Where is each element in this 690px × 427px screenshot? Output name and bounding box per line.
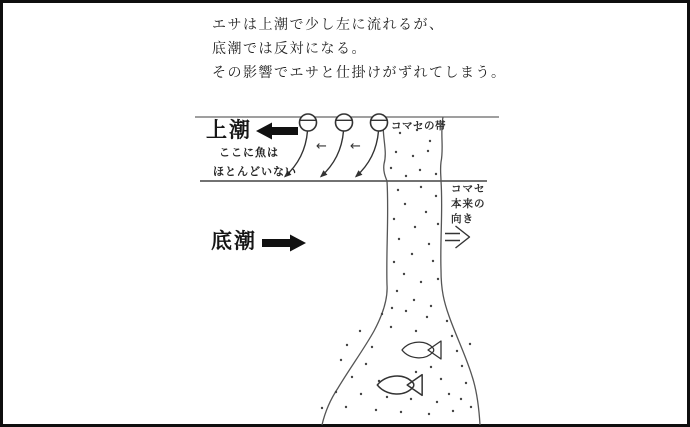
chum-dot xyxy=(415,371,417,373)
fish-icon xyxy=(402,341,441,359)
chum-dot xyxy=(427,150,429,152)
chum-direction-line3: 向き xyxy=(451,213,474,225)
chum-dot xyxy=(381,313,383,315)
chum-dot xyxy=(436,401,438,403)
chum-dot xyxy=(437,223,439,225)
chum-band-lower-left-edge xyxy=(322,181,388,425)
chum-dot xyxy=(440,378,442,380)
lower-current-right-arrow xyxy=(262,235,306,252)
chum-dot xyxy=(346,344,348,346)
chum-dot xyxy=(390,326,392,328)
chum-dot xyxy=(396,290,398,292)
chum-dot xyxy=(398,238,400,240)
chum-dot xyxy=(456,350,458,352)
chum-direction-label xyxy=(451,182,486,227)
upper-current-label: 上潮 xyxy=(206,118,252,142)
chum-dot xyxy=(465,382,467,384)
chum-dot xyxy=(446,320,448,322)
chum-dot xyxy=(413,299,415,301)
no-fish-note-line2: ほとんどいない xyxy=(213,165,297,178)
caption-line-2: 底潮では反対になる。 xyxy=(212,41,367,57)
chum-direction-hollow-arrow xyxy=(445,226,470,248)
chum-dot xyxy=(400,411,402,413)
chum-dot xyxy=(428,413,430,415)
chum-dot xyxy=(420,186,422,188)
float-icon xyxy=(300,114,317,131)
chum-dot xyxy=(365,363,367,365)
caption-line-1: エサは上潮で少し左に流れるが、 xyxy=(212,17,445,33)
float-icon xyxy=(371,114,388,131)
chum-dot xyxy=(469,343,471,345)
chum-dot xyxy=(340,359,342,361)
chum-dot xyxy=(386,396,388,398)
caption xyxy=(212,13,507,85)
chum-dot xyxy=(393,218,395,220)
chum-dot xyxy=(410,398,412,400)
chum-dot xyxy=(470,406,472,408)
chum-dot xyxy=(371,346,373,348)
chum-dots xyxy=(321,129,472,415)
chum-band-label: コマセの帯 xyxy=(391,120,446,132)
chum-dot xyxy=(448,393,450,395)
chum-dot xyxy=(425,211,427,213)
no-fish-note-line1: ここに魚は xyxy=(219,146,279,159)
fish-outlines xyxy=(377,341,441,395)
fishing-floats xyxy=(285,114,388,177)
chum-dot xyxy=(412,155,414,157)
chum-dot xyxy=(403,273,405,275)
chum-dot xyxy=(461,365,463,367)
chum-dot xyxy=(420,281,422,283)
chum-dot xyxy=(437,278,439,280)
chum-dot xyxy=(359,330,361,332)
fish-icon xyxy=(377,375,422,396)
chum-dot xyxy=(460,398,462,400)
chum-dot xyxy=(451,335,453,337)
chum-dot xyxy=(415,330,417,332)
chum-dot xyxy=(360,393,362,395)
chum-dot xyxy=(395,151,397,153)
float-icon xyxy=(336,114,353,131)
chum-dot xyxy=(397,189,399,191)
chum-direction-line2: 本来の xyxy=(451,198,486,210)
chum-dot xyxy=(430,366,432,368)
drift-arrow-icon-2: ← xyxy=(350,139,361,154)
chum-dot xyxy=(435,173,437,175)
chum-dot xyxy=(405,175,407,177)
drift-arrow-icon-1: ← xyxy=(316,139,327,154)
chum-dot xyxy=(426,316,428,318)
chum-dot xyxy=(411,253,413,255)
chum-dot xyxy=(428,243,430,245)
chum-dot xyxy=(432,260,434,262)
chum-dot xyxy=(351,376,353,378)
chum-dot xyxy=(405,310,407,312)
chum-dot xyxy=(419,169,421,171)
chum-dot xyxy=(452,410,454,412)
chum-dot xyxy=(390,167,392,169)
chum-direction-line1: コマセ xyxy=(451,183,486,195)
chum-dot xyxy=(430,305,432,307)
chum-dot xyxy=(414,226,416,228)
chum-dot xyxy=(429,140,431,142)
chum-dot xyxy=(435,195,437,197)
caption-line-3: その影響でエサと仕掛けがずれてしまう。 xyxy=(212,65,507,81)
chum-dot xyxy=(345,406,347,408)
chum-dot xyxy=(375,409,377,411)
chum-dot xyxy=(321,407,323,409)
upper-current-left-arrow xyxy=(256,123,298,140)
lower-current-label: 底潮 xyxy=(211,229,257,253)
chum-dot xyxy=(393,261,395,263)
chum-dot xyxy=(391,307,393,309)
chum-dot xyxy=(404,203,406,205)
chum-dot xyxy=(335,391,337,393)
